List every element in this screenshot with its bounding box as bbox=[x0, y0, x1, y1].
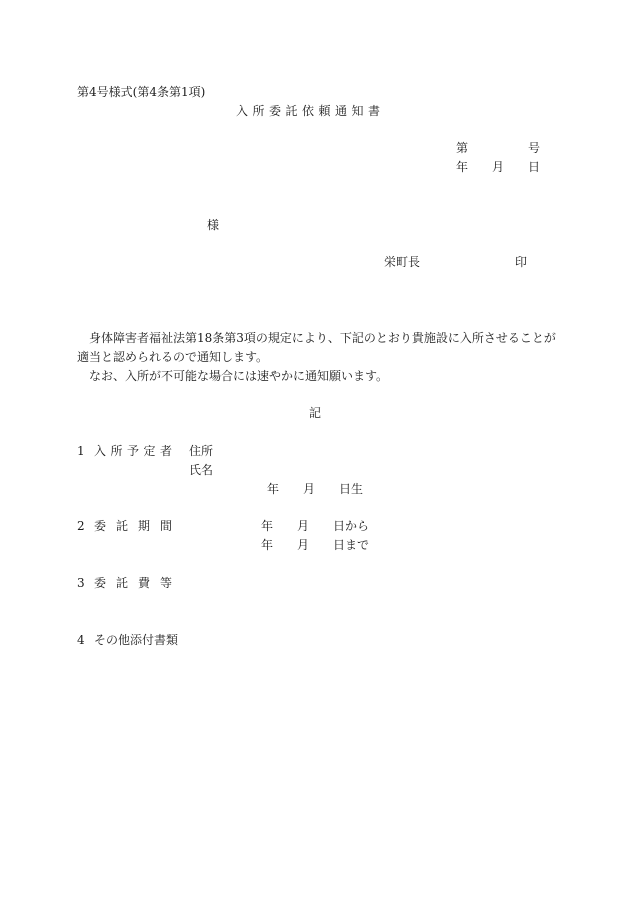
doc-number-suffix: 号 bbox=[528, 141, 541, 155]
item2-from-year: 年 bbox=[261, 519, 274, 533]
sender-title: 栄町長 bbox=[384, 255, 421, 269]
item2-to-year: 年 bbox=[261, 538, 274, 552]
document-title: 入所委託依頼通知書 bbox=[236, 104, 385, 118]
item2-from-month: 月 bbox=[297, 519, 310, 533]
ki-label: 記 bbox=[309, 406, 322, 420]
date-month: 月 bbox=[492, 160, 505, 174]
form-label: 第4号様式(第4条第1項) bbox=[77, 85, 206, 99]
item1-address-label: 住所 bbox=[189, 444, 214, 458]
seal-mark: 印 bbox=[515, 255, 528, 269]
item2-label: 委託期間 bbox=[94, 519, 183, 533]
body-line-3: なお、入所が不可能な場合には速やかに通知願います。 bbox=[89, 369, 389, 383]
body-line-1: 身体障害者福祉法第18条第3項の規定により、下記のとおり貴施設に入所させることが bbox=[89, 331, 556, 345]
item1-label: 入所予定者 bbox=[94, 444, 177, 458]
item3-number: 3 bbox=[77, 576, 85, 590]
body-line-2: 適当と認められるので通知します。 bbox=[77, 350, 269, 364]
doc-number-prefix: 第 bbox=[456, 141, 469, 155]
addressee-suffix: 様 bbox=[207, 218, 220, 232]
item2-from-day: 日から bbox=[333, 519, 370, 533]
item3-label: 委託費等 bbox=[94, 576, 183, 590]
item1-birth-year: 年 bbox=[267, 482, 280, 496]
item2-number: 2 bbox=[77, 519, 85, 533]
item1-birth-day: 日生 bbox=[339, 482, 364, 496]
item1-birth-month: 月 bbox=[303, 482, 316, 496]
item2-to-month: 月 bbox=[297, 538, 310, 552]
item4-label: その他添付書類 bbox=[94, 633, 179, 647]
item4-number: 4 bbox=[77, 633, 85, 647]
date-year: 年 bbox=[456, 160, 469, 174]
item2-to-day: 日まで bbox=[333, 538, 370, 552]
item1-number: 1 bbox=[77, 444, 85, 458]
item1-name-label: 氏名 bbox=[189, 463, 214, 477]
date-day: 日 bbox=[528, 160, 541, 174]
